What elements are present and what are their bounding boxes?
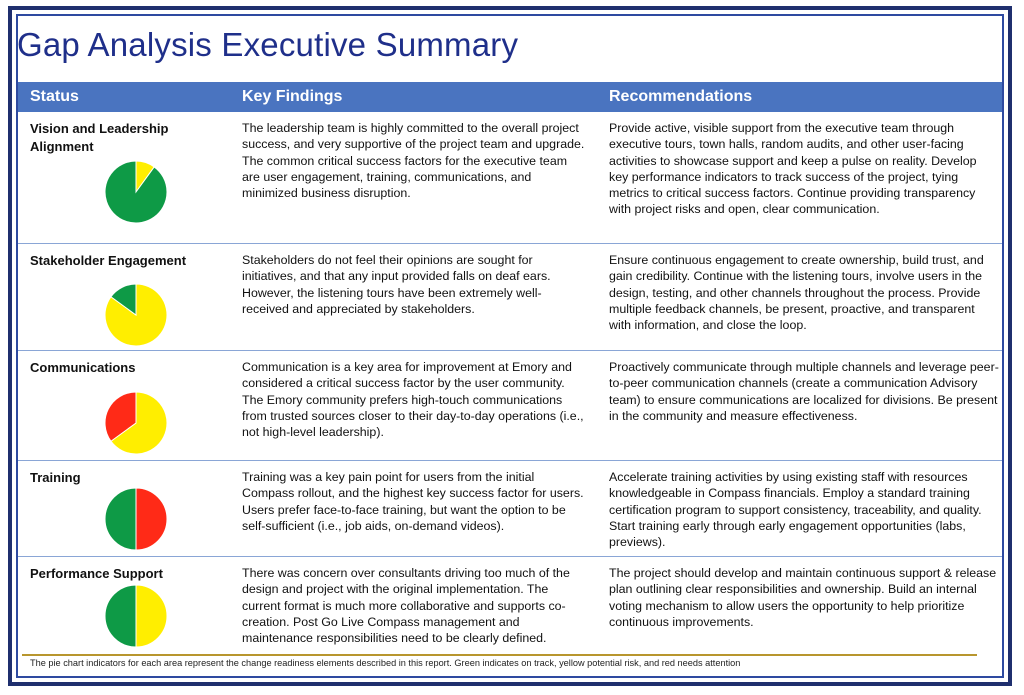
table-row bbox=[18, 557, 1002, 655]
header-recommendations: Recommendations bbox=[609, 88, 753, 105]
table-row bbox=[18, 244, 1002, 351]
status-label: Communications bbox=[30, 360, 136, 375]
table-row bbox=[18, 351, 1002, 461]
key-finding-text: Training was a key pain point for users from the initial Compass rollout, and the highest key success factor for users. Users prefer face-to-face training, but want the option to be self-sufficient (i.e., job aids, on-demand videos). bbox=[242, 470, 584, 533]
footer-divider bbox=[22, 654, 977, 656]
pie-slice-green bbox=[105, 585, 136, 647]
key-finding-text: There was concern over consultants driving too much of the design and project with the original implementation. The current format is much more collaborative and supports co-creation. Post Go Live Compass management and maintenance responsibilities need to be clearly defined. bbox=[242, 566, 570, 646]
status-label: Training bbox=[30, 470, 81, 485]
status-pie-chart bbox=[104, 283, 168, 347]
key-finding-text: The leadership team is highly committed to the overall project success, and very supportive of the project team and upgrade. The common critical success factors for the executive team are user engagement, training, communications, and minimized business disruption. bbox=[242, 121, 585, 201]
recommendation-text: Ensure continuous engagement to create ownership, build trust, and gain credibility. Continue with the listening tours, involve users in the design, testing, and other channels throughout the process. Provide multiple feedback channels, be present, proactive, and transparent with information, and close the loop. bbox=[609, 253, 984, 333]
status-pie-chart bbox=[104, 487, 168, 551]
recommendation-text: The project should develop and maintain continuous support & release plan outlining clear responsibilities and ownership. Build an internal voting mechanism to allow users the opportunity to help prioritize continuous improvements. bbox=[609, 566, 997, 629]
pie-slice-red bbox=[136, 488, 167, 550]
status-pie-chart bbox=[104, 391, 168, 455]
header-key-findings: Key Findings bbox=[242, 88, 343, 105]
summary-table bbox=[18, 112, 1002, 655]
status-label: Stakeholder Engagement bbox=[30, 253, 187, 268]
header-status: Status bbox=[30, 88, 79, 105]
table-row bbox=[18, 112, 1002, 244]
footer-note: The pie chart indicators for each area represent the change readiness elements described in this report. Green indicates on track, yellow potential risk, and red needs attention bbox=[30, 658, 741, 668]
status-pie-chart bbox=[104, 584, 168, 648]
recommendation-text: Accelerate training activities by using existing staff with resources knowledgeable in Compass financials. Employ a standard training certification program to support consistency, traceability, and quality. Start training early through early engagement opportunities (labs, previews). bbox=[609, 470, 982, 550]
status-label: Performance Support bbox=[30, 566, 163, 581]
status-label: Vision and Leadership Alignment bbox=[30, 121, 169, 154]
key-finding-text: Stakeholders do not feel their opinions are sought for initiatives, and that any input provided falls on deaf ears. However, the listening tours have been extremely well-received and appreciated by stakeholders. bbox=[242, 253, 551, 316]
pie-slice-yellow bbox=[136, 585, 167, 647]
recommendation-text: Provide active, visible support from the executive team through executive tours, town halls, random audits, and other user-facing activities to showcase support and keep a pulse on reality. Develop key performance indicators to track success of the project, tying metrics to critical success factors. Continue providing transparency with project risks and open, clear communication. bbox=[609, 121, 977, 217]
table-row bbox=[18, 461, 1002, 557]
recommendation-text: Proactively communicate through multiple channels and leverage peer-to-peer communication channels (create a communication Advisory team) to ensure communications are localized for divisions. Be present in the community and measure effectiveness. bbox=[609, 360, 999, 423]
table-header bbox=[18, 82, 1002, 112]
pie-slice-green bbox=[105, 488, 136, 550]
key-finding-text: Communication is a key area for improvement at Emory and considered a critical success factor by the user community. The Emory community prefers high-touch communications from trusted sources closer to their day-to-day operations (i.e., not high-level leadership). bbox=[242, 360, 584, 440]
pie-slice-green bbox=[105, 161, 167, 223]
status-pie-chart bbox=[104, 160, 168, 224]
page-title: Gap Analysis Executive Summary bbox=[17, 26, 519, 63]
